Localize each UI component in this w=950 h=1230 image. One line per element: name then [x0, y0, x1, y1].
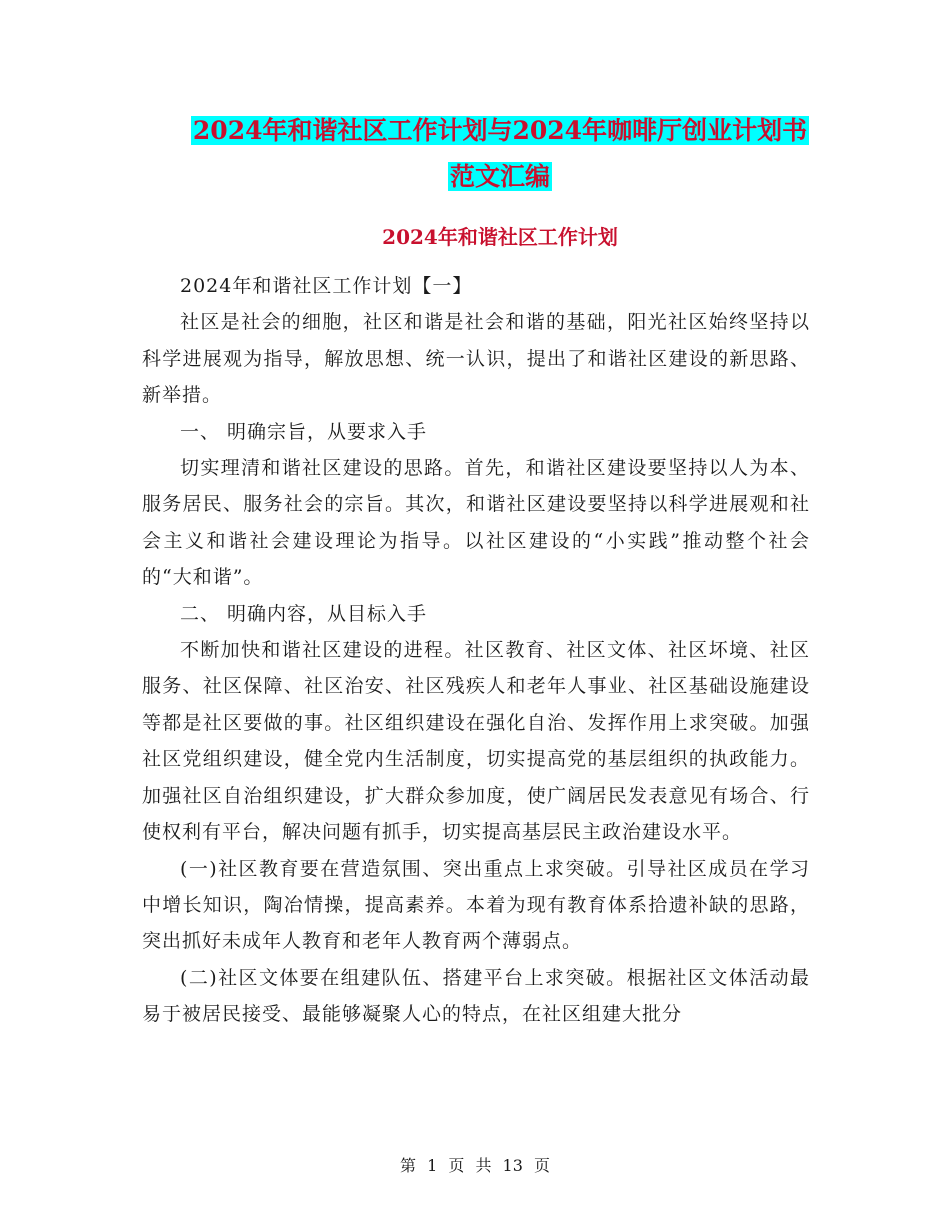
title-line-2: 范文汇编: [449, 162, 550, 191]
paragraph-heading: 二、 明确内容，从目标入手: [180, 602, 428, 625]
subtitle-paragraph: 2024年和谐社区工作计划【一】: [180, 275, 473, 297]
paragraph: 社区是社会的细胞，社区和谐是社会和谐的基础，阳光社区始终坚持以科学进展观为指导，解放思想、统一认识，提出了和谐社区建设的新思路、新举措。: [142, 311, 810, 407]
page-footer: 第 1 页 共 13 页: [400, 1156, 550, 1175]
body-text: [142, 268, 810, 1033]
paragraph-heading: 一、 明确宗旨，从要求入手: [180, 420, 428, 443]
document-title: [140, 108, 860, 200]
paragraph: (一)社区教育要在营造氛围、突出重点上求突破。引导社区成员在学习中增长知识，陶冶情操，提高素养。本着为现有教育体系拾遗补缺的思路，突出抓好未成年人教育和老年人教育两个薄弱点。: [142, 857, 810, 953]
title-line-1: 2024年和谐社区工作计划与2024年咖啡厅创业计划书: [192, 116, 808, 145]
paragraph: 切实理清和谐社区建设的思路。首先，和谐社区建设要坚持以人为本、服务居民、服务社会的宗旨。其次，和谐社区建设要坚持以科学进展观和社会主义和谐社会建设理论为指导。以社区建设的“小实践”推动整个社会的“大和谐”。: [142, 457, 810, 589]
section-title: 2024年和谐社区工作计划: [382, 225, 618, 249]
paragraph: 不断加快和谐社区建设的进程。社区教育、社区文体、社区坏境、社区服务、社区保障、社区治安、社区残疾人和老年人事业、社区基础设施建设等都是社区要做的事。社区组织建设在强化自治、发挥作用上求突破。加强社区党组织建设，健全党内生活制度，切实提高党的基层组织的执政能力。加强社区自治组织建设，扩大群众参加度，使广阔居民发表意见有场合、行使权利有平台，解决问题有抓手，切实提高基层民主政治建设水平。: [142, 639, 810, 844]
paragraph: (二)社区文体要在组建队伍、搭建平台上求突破。根据社区文体活动最易于被居民接受、最能够凝聚人心的特点，在社区组建大批分: [142, 966, 810, 1026]
